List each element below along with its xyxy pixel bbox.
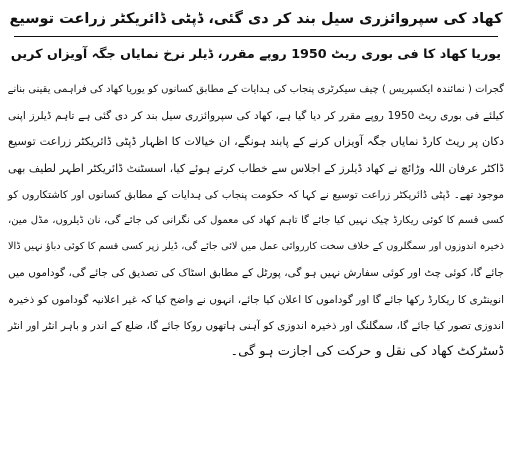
headline: کھاد کی سپروائزری سیل بند کر دی گئی، ڈپٹی ڈائریکٹر زراعت توسیع bbox=[9, 11, 503, 27]
body-line: دکان پر ریٹ کارڈ نمایاں جگہ آویزاں کرنے کے پابند ہونگے، ان خیالات کا اظہار ڈپٹی ڈائریکٹر زراعت توسیع bbox=[8, 135, 504, 149]
headline-divider bbox=[14, 36, 498, 37]
body-line: کیلئے فی بوری ریٹ 1950 روپے مقرر کر دیا گیا ہے، کھاد کی سپروائزری سیل بند کر دی گئی ہے تاہم ڈیلرز اپنی bbox=[8, 110, 504, 123]
body-line: جائے گا، کوئی چٹ اور کوئی سفارش نہیں ہو گی، پورٹل کے مطابق اسٹاک کی تصدیق کی جائے گی، گوداموں میں bbox=[8, 267, 504, 280]
body-line: ڈاکٹر عرفان اللہ وڑائچ نے کھاد ڈیلرز کے اجلاس سے خطاب کرتے ہوئے کیا، اسسٹنٹ ڈائریکٹر اطہر لطیف بھی bbox=[8, 161, 504, 175]
body-line: انوینٹری کا ریکارڈ رکھا جائے گا اور گوداموں کا اعلان کیا جائے، انہوں نے واضح کیا کہ غیر اعلانیہ گوداموں کو ذخیرہ bbox=[8, 293, 504, 306]
body-line: اندوزی تصور کیا جائے گا، سمگلنگ اور ذخیرہ اندوزی کو آہنی ہاتھوں روکا جائے گا، ضلع کے اندر و باہر انٹر اور انٹر bbox=[8, 319, 504, 332]
body-line: گجرات ( نمائندہ ایکسپریس ) چیف سیکرٹری پنجاب کی ہدایات کے مطابق کسانوں کو یوریا کھاد کی فراہمی یقینی بنانے bbox=[7, 84, 504, 95]
body-line: ڈسٹرکٹ کھاد کی نقل و حرکت کی اجازت ہو گی۔ bbox=[230, 344, 504, 360]
subheadline: یوریا کھاد کا فی بوری ریٹ 1950 روپے مقرر، ڈیلر نرخ نمایاں جگہ آویزاں کریں bbox=[10, 47, 502, 62]
body-line: ذخیرہ اندوزوں اور سمگلروں کے خلاف سخت کارروائی عمل میں لائی جائے گی، ڈیلر زپر کسی قسم کا کوئی دباؤ نہیں ڈالا bbox=[8, 241, 504, 253]
body-line: کسی قسم کا کوئی ریکارڈ چیک نہیں کیا جائے گا تاہم کھاد کی معمول کی نگرانی کی جائے گی، نان ڈیلروں، مڈل مین، bbox=[8, 215, 504, 227]
article-body bbox=[8, 77, 504, 365]
body-line: موجود تھے۔ ڈپٹی ڈائریکٹر زراعت توسیع نے کہا کہ حکومت پنجاب کی ہدایات کے مطابق کسانوں اور کاشتکاروں کو bbox=[8, 188, 504, 201]
